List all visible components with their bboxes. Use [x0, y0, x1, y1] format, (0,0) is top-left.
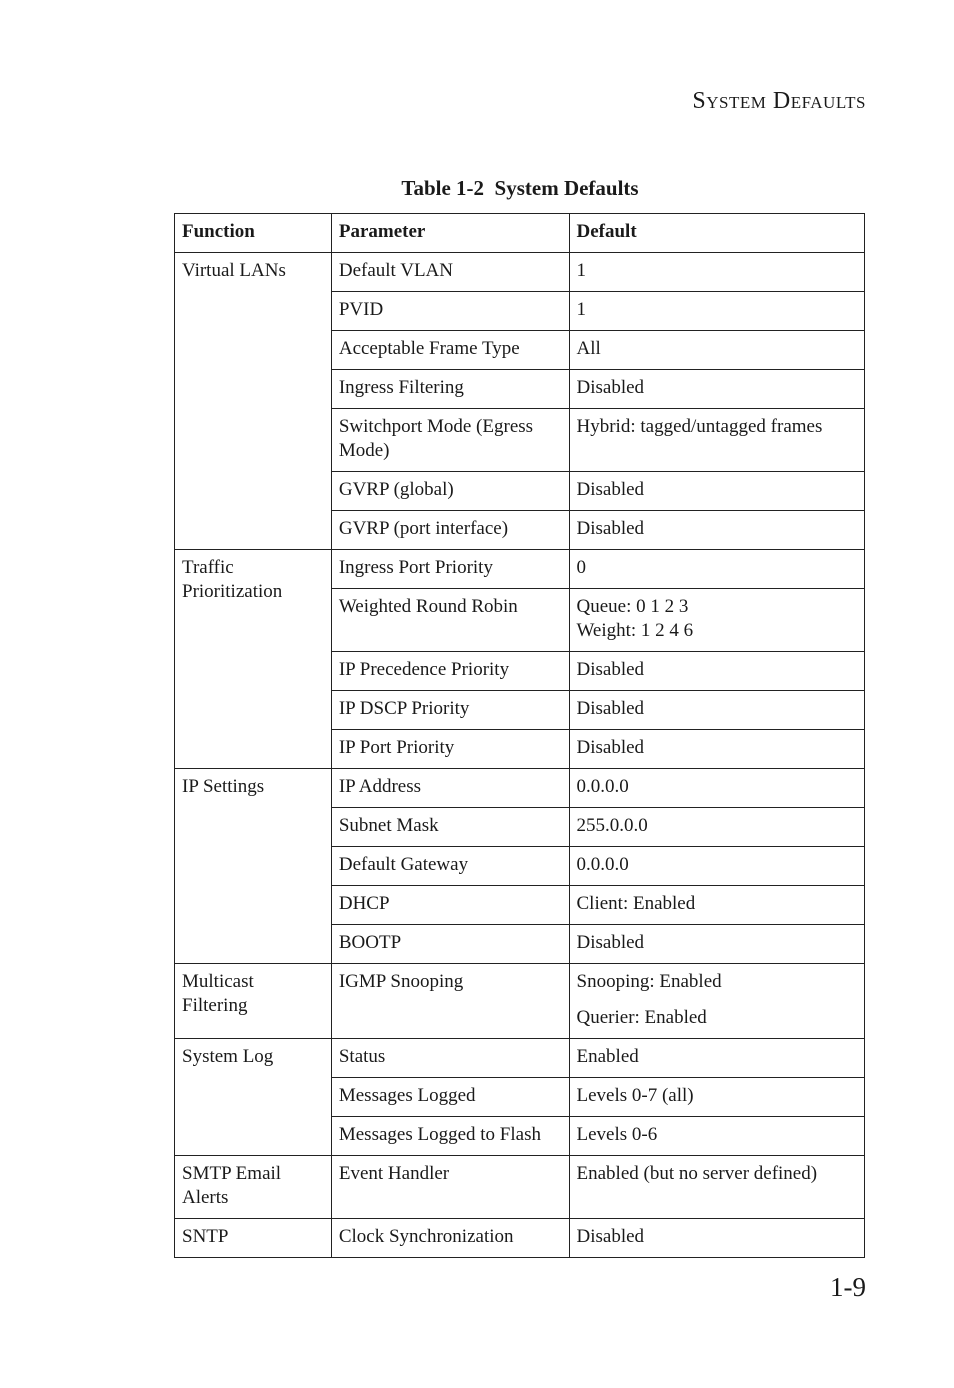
parameter-cell: Ingress Filtering — [331, 370, 569, 409]
table-row — [175, 769, 865, 808]
table-row — [175, 964, 865, 1039]
parameter-cell: Switchport Mode (Egress Mode) — [331, 409, 569, 472]
default-cell: All — [569, 331, 865, 370]
default-cell: Disabled — [569, 730, 865, 769]
parameter-cell: Default VLAN — [331, 253, 569, 292]
default-cell: Disabled — [569, 652, 865, 691]
function-cell: SMTP Email Alerts — [175, 1156, 332, 1219]
table-body — [175, 253, 865, 1258]
parameter-cell: Messages Logged — [331, 1078, 569, 1117]
parameter-cell: Messages Logged to Flash — [331, 1117, 569, 1156]
default-line: Weight: 1 2 4 6 — [576, 620, 694, 641]
system-defaults-table — [174, 213, 865, 1258]
parameter-cell: IP Port Priority — [331, 730, 569, 769]
parameter-cell: Subnet Mask — [331, 808, 569, 847]
default-cell: Hybrid: tagged/untagged frames — [569, 409, 865, 472]
default-cell: 0.0.0.0 — [569, 769, 865, 808]
running-head: System Defaults — [692, 88, 866, 114]
function-cell: System Log — [175, 1039, 332, 1156]
parameter-cell: IGMP Snooping — [331, 964, 569, 1039]
default-cell: Levels 0-6 — [569, 1117, 865, 1156]
parameter-cell: GVRP (global) — [331, 472, 569, 511]
default-cell: Enabled — [569, 1039, 865, 1078]
parameter-cell: IP DSCP Priority — [331, 691, 569, 730]
parameter-cell: IP Address — [331, 769, 569, 808]
table-caption: Table 1-2 System Defaults — [401, 176, 639, 200]
parameter-cell: Event Handler — [331, 1156, 569, 1219]
default-cell: Disabled — [569, 691, 865, 730]
parameter-cell: Ingress Port Priority — [331, 550, 569, 589]
parameter-cell: PVID — [331, 292, 569, 331]
column-header-parameter: Parameter — [331, 214, 569, 253]
table-row — [175, 1156, 865, 1219]
default-cell: 1 — [569, 292, 865, 331]
table-row — [175, 253, 865, 292]
default-cell: Enabled (but no server defined) — [569, 1156, 865, 1219]
default-line: Queue: 0 1 2 3 — [576, 596, 689, 617]
page-number: 1-9 — [830, 1272, 866, 1302]
default-line: Querier: Enabled — [576, 1007, 707, 1028]
function-cell: Multicast Filtering — [175, 964, 332, 1039]
parameter-cell: Status — [331, 1039, 569, 1078]
function-cell: Virtual LANs — [175, 253, 332, 550]
default-cell: Disabled — [569, 472, 865, 511]
table-row — [175, 550, 865, 589]
default-cell: Disabled — [569, 370, 865, 409]
default-cell: 0.0.0.0 — [569, 847, 865, 886]
column-header-default: Default — [569, 214, 865, 253]
parameter-cell: IP Precedence Priority — [331, 652, 569, 691]
default-cell — [569, 589, 865, 652]
default-line: Snooping: Enabled — [576, 971, 722, 992]
default-cell: Disabled — [569, 1219, 865, 1258]
default-cell: Disabled — [569, 511, 865, 550]
default-cell: 1 — [569, 253, 865, 292]
parameter-cell: Acceptable Frame Type — [331, 331, 569, 370]
parameter-cell: Default Gateway — [331, 847, 569, 886]
default-cell: Disabled — [569, 925, 865, 964]
parameter-cell: DHCP — [331, 886, 569, 925]
function-cell: SNTP — [175, 1219, 332, 1258]
table-row — [175, 1219, 865, 1258]
column-header-function: Function — [175, 214, 332, 253]
default-cell: 255.0.0.0 — [569, 808, 865, 847]
table-header-row — [175, 214, 865, 253]
default-cell: Levels 0-7 (all) — [569, 1078, 865, 1117]
default-cell — [569, 964, 865, 1039]
table-row — [175, 1039, 865, 1078]
function-cell: Traffic Prioritization — [175, 550, 332, 769]
function-cell: IP Settings — [175, 769, 332, 964]
default-cell: Client: Enabled — [569, 886, 865, 925]
default-cell: 0 — [569, 550, 865, 589]
parameter-cell: Clock Synchronization — [331, 1219, 569, 1258]
parameter-cell: GVRP (port interface) — [331, 511, 569, 550]
parameter-cell: Weighted Round Robin — [331, 589, 569, 652]
parameter-cell: BOOTP — [331, 925, 569, 964]
